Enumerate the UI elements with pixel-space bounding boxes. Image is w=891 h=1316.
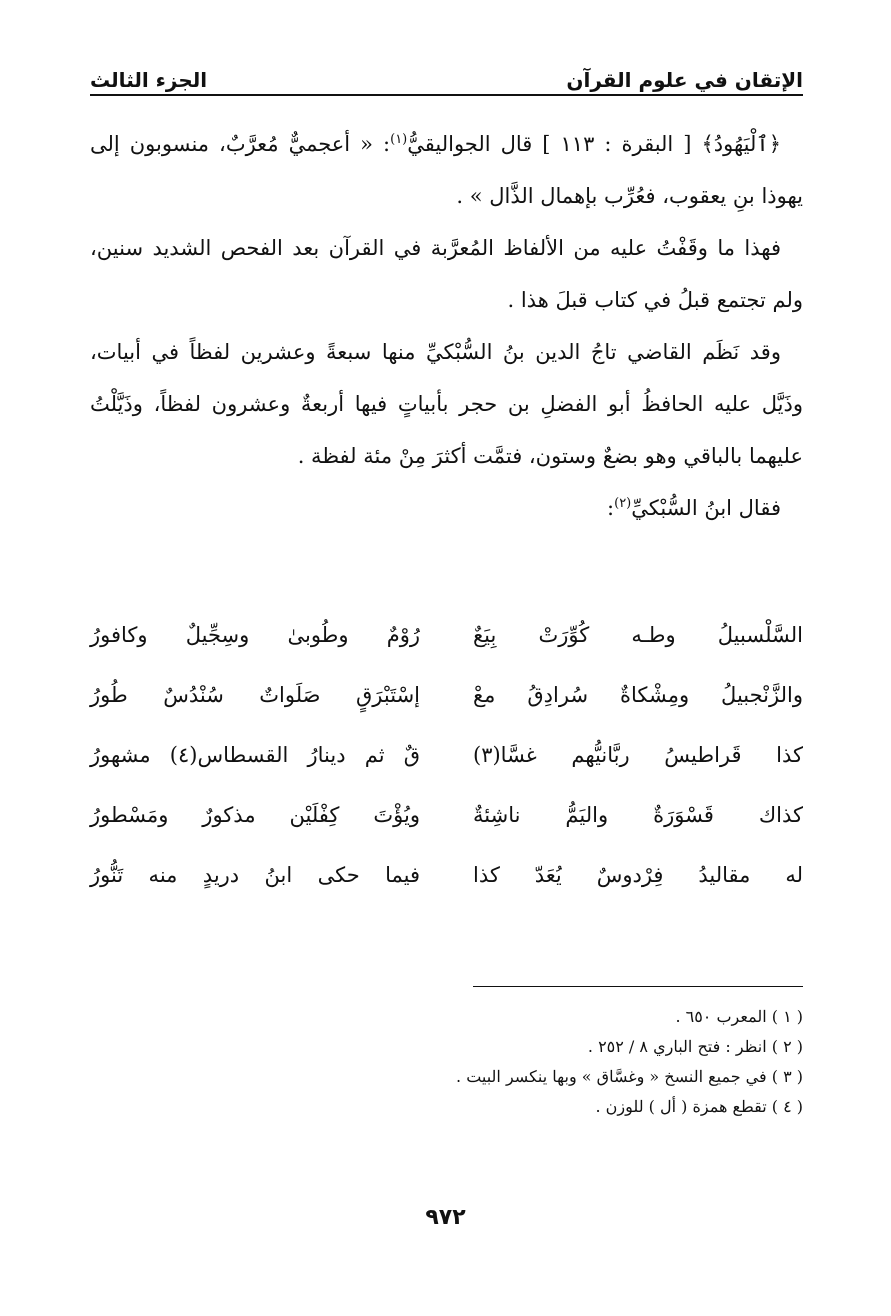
verse-second-hemistich: قٌ ثم دينارُ القسطاس(٤) مشهورُ [90, 743, 420, 767]
verse-first-hemistich: كذاك قَسْوَرَةٌ واليَمُّ ناشِئةٌ [473, 803, 803, 827]
verse-second-hemistich: فيما حكى ابنُ دريدٍ منه تَنُّورُ [90, 863, 420, 887]
page-number: ٩٧٢ [425, 1205, 466, 1230]
paragraph-2: فهذا ما وقَفْتُ عليه من الألفاظ المُعرَّبة في القرآن بعد الفحص الشديد سنين، ولم تجتمع قبلُ في كتاب قبلَ هذا . [90, 236, 803, 312]
paragraph-1: ﴿ٱلْيَهُودُ﴾ [ البقرة : ١١٣ ] قال الجواليقيُّ$^{(١)}$: « أعجميٌّ مُعرَّبٌ، منسوبون إلى يهوذا بنِ يعقوب، فعُرِّب بإهمال الذَّال » . [90, 132, 803, 208]
poem-verse [90, 725, 803, 785]
main-text [90, 118, 803, 534]
footnote-ref-2: (٢) [614, 496, 632, 511]
volume-label: الجزء الثالث [90, 68, 208, 92]
verse-second-hemistich: رُوْمٌ وطُوبىٰ وسِجِّيلٌ وكافورُ [90, 623, 420, 647]
footnote-1: ( ١ ) المعرب ٦٥٠ . [675, 1007, 803, 1026]
verse-first-hemistich: له مقاليدُ فِرْدوسٌ يُعَدّ كذا [473, 863, 803, 887]
paragraph-3: وقد نَظَم القاضي تاجُ الدين بنُ السُّبْكيِّ منها سبعةً وعشرين لفظاً في أبيات، وذَيَّل عليه الحافظُ أبو الفضلِ بن حجر بأبياتٍ فيها أربعةٌ وعشرون لفظاً، وذَيَّلْتُ عليهما بالباقي وهو بضعٌ وستون، فتمَّت أكثرَ مِنْ مئة لفظة . [90, 340, 803, 468]
running-header [90, 50, 803, 92]
poem-intro: فقال ابنُ السُّبْكيِّ$^{(٢)}$: [607, 496, 781, 520]
footnote-ref-1: (١) [390, 132, 408, 147]
poem [90, 605, 803, 905]
footnotes [90, 1002, 803, 1122]
poem-verse [90, 605, 803, 665]
footnote-2: ( ٢ ) انظر : فتح الباري ٨ / ٢٥٢ . [587, 1037, 803, 1056]
footnote-4: ( ٤ ) تقطع همزة ( أل ) للوزن . [595, 1097, 803, 1116]
verse-second-hemistich: إسْتَبْرَقٍ صَلَواتٌ سُنْدُسٌ طُورُ [90, 683, 420, 707]
verse-first-hemistich: كذا قَراطيسُ ربَّانيُّهم غسَّا(٣) [473, 743, 803, 767]
verse-first-hemistich: السَّلْسبيلُ وطـه كُوِّرَتْ بِيَعٌ [473, 623, 803, 647]
verse-first-hemistich: والزَّنْجبيلُ ومِشْكاةٌ سُرادِقُ معْ [473, 683, 803, 707]
poem-verse [90, 665, 803, 725]
footnote-rule [473, 986, 803, 987]
footnote-3: ( ٣ ) في جميع النسخ « وغسَّاق » وبها ينكسر البيت . [456, 1067, 803, 1086]
poem-verse [90, 845, 803, 905]
verse-second-hemistich: ويُؤْتَ كِفْلَيْن مذكورٌ ومَسْطورُ [90, 803, 420, 827]
header-rule [90, 94, 803, 96]
book-title: الإتقان في علوم القرآن [566, 68, 803, 92]
poem-verse [90, 785, 803, 845]
